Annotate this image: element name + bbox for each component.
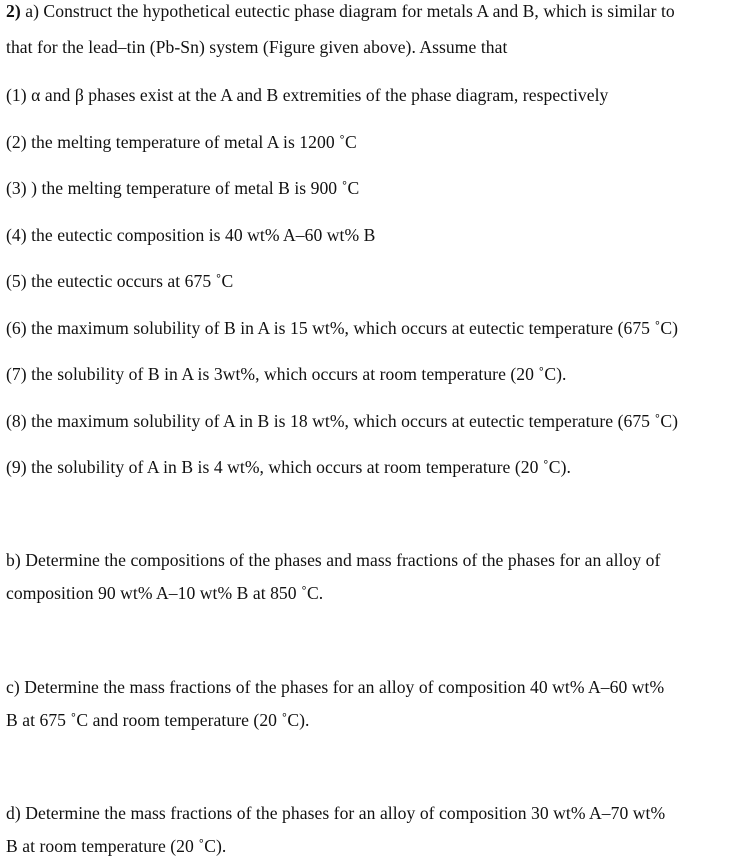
condition-5: (5) the eutectic occurs at 675 ˚C (6, 271, 234, 291)
part-c-line-2: B at 675 ˚C and room temperature (20 ˚C). (6, 710, 310, 730)
part-c-line-1: c) Determine the mass fractions of the phases for an alloy of composition 40 wt% A–60 wt% (6, 677, 665, 697)
question-number: 2) (6, 1, 21, 21)
condition-2: (2) the melting temperature of metal A is 1200 ˚C (6, 132, 357, 152)
condition-6: (6) the maximum solubility of B in A is 15 wt%, which occurs at eutectic temperature (675 ˚C) (6, 318, 679, 338)
condition-9: (9) the solubility of A in B is 4 wt%, which occurs at room temperature (20 ˚C). (6, 457, 571, 477)
part-d-line-1: d) Determine the mass fractions of the phases for an alloy of composition 30 wt% A–70 wt% (6, 803, 666, 823)
part-d-line-2: B at room temperature (20 ˚C). (6, 836, 227, 856)
condition-7: (7) the solubility of B in A is 3wt%, which occurs at room temperature (20 ˚C). (6, 364, 567, 384)
part-b-line-1: b) Determine the compositions of the phases and mass fractions of the phases for an alloy of (6, 550, 661, 570)
condition-3: (3) ) the melting temperature of metal B is 900 ˚C (6, 178, 360, 198)
condition-1: (1) α and β phases exist at the A and B extremities of the phase diagram, respectively (6, 85, 609, 105)
part-a-intro-text: a) Construct the hypothetical eutectic phase diagram for metals A and B, which is similar to (25, 1, 675, 21)
part-b-line-2: composition 90 wt% A–10 wt% B at 850 ˚C. (6, 583, 324, 603)
part-a-intro-line-2: that for the lead–tin (Pb-Sn) system (Figure given above). Assume that (6, 37, 508, 57)
condition-8: (8) the maximum solubility of A in B is 18 wt%, which occurs at eutectic temperature (675 ˚C) (6, 411, 679, 431)
part-a-intro-line-1 (6, 0, 675, 22)
condition-4: (4) the eutectic composition is 40 wt% A–60 wt% B (6, 225, 376, 245)
